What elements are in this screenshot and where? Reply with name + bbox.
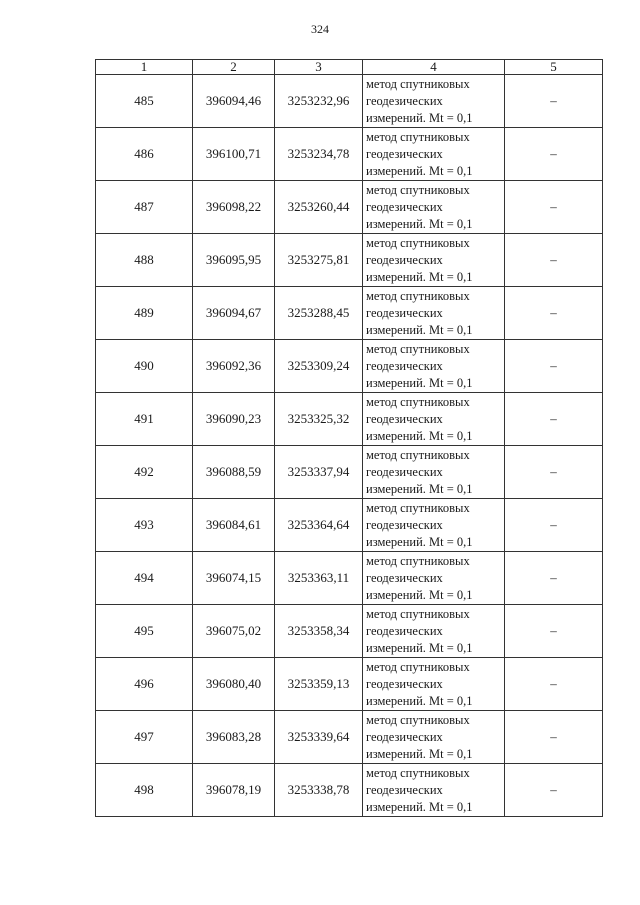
- method-line: метод спутниковых: [366, 712, 470, 727]
- x-coordinate-cell: 396094,46: [193, 75, 275, 128]
- x-coordinate-cell: 396080,40: [193, 658, 275, 711]
- y-coordinate-cell: 3253275,81: [275, 234, 363, 287]
- method-line: метод спутниковых: [366, 606, 470, 621]
- x-coordinate-cell: 396095,95: [193, 234, 275, 287]
- method-line: метод спутниковых: [366, 659, 470, 674]
- method-cell: [363, 287, 505, 340]
- table-row: [96, 393, 603, 446]
- note-cell: –: [505, 234, 603, 287]
- point-number-cell: 493: [96, 499, 193, 552]
- method-line: измерений. Mt = 0,1: [366, 110, 473, 125]
- y-coordinate-cell: 3253325,32: [275, 393, 363, 446]
- table-row: [96, 499, 603, 552]
- method-line: геодезических: [366, 782, 443, 797]
- column-header: 5: [505, 60, 603, 75]
- note-cell: –: [505, 446, 603, 499]
- method-cell: [363, 75, 505, 128]
- y-coordinate-cell: 3253288,45: [275, 287, 363, 340]
- point-number-cell: 494: [96, 552, 193, 605]
- method-line: метод спутниковых: [366, 129, 470, 144]
- note-cell: –: [505, 499, 603, 552]
- table-row: [96, 552, 603, 605]
- table-row: [96, 287, 603, 340]
- method-line: геодезических: [366, 252, 443, 267]
- method-line: метод спутниковых: [366, 500, 470, 515]
- coordinates-table: [95, 59, 603, 817]
- table-header-row: [96, 60, 603, 75]
- method-line: метод спутниковых: [366, 76, 470, 91]
- method-line: геодезических: [366, 729, 443, 744]
- method-line: геодезических: [366, 411, 443, 426]
- y-coordinate-cell: 3253338,78: [275, 764, 363, 817]
- method-line: геодезических: [366, 623, 443, 638]
- method-cell: [363, 499, 505, 552]
- note-cell: –: [505, 181, 603, 234]
- x-coordinate-cell: 396094,67: [193, 287, 275, 340]
- method-cell: [363, 234, 505, 287]
- method-line: метод спутниковых: [366, 341, 470, 356]
- method-line: геодезических: [366, 93, 443, 108]
- y-coordinate-cell: 3253358,34: [275, 605, 363, 658]
- table-row: [96, 605, 603, 658]
- note-cell: –: [505, 393, 603, 446]
- x-coordinate-cell: 396088,59: [193, 446, 275, 499]
- method-line: геодезических: [366, 464, 443, 479]
- point-number-cell: 492: [96, 446, 193, 499]
- point-number-cell: 486: [96, 128, 193, 181]
- y-coordinate-cell: 3253232,96: [275, 75, 363, 128]
- note-cell: –: [505, 605, 603, 658]
- method-line: геодезических: [366, 146, 443, 161]
- method-cell: [363, 764, 505, 817]
- table-row: [96, 764, 603, 817]
- x-coordinate-cell: 396084,61: [193, 499, 275, 552]
- method-cell: [363, 128, 505, 181]
- note-cell: –: [505, 658, 603, 711]
- point-number-cell: 495: [96, 605, 193, 658]
- method-cell: [363, 393, 505, 446]
- method-line: измерений. Mt = 0,1: [366, 163, 473, 178]
- method-line: геодезических: [366, 570, 443, 585]
- point-number-cell: 487: [96, 181, 193, 234]
- method-line: метод спутниковых: [366, 182, 470, 197]
- method-cell: [363, 552, 505, 605]
- method-line: метод спутниковых: [366, 765, 470, 780]
- method-line: геодезических: [366, 305, 443, 320]
- x-coordinate-cell: 396100,71: [193, 128, 275, 181]
- table-row: [96, 234, 603, 287]
- x-coordinate-cell: 396083,28: [193, 711, 275, 764]
- table-row: [96, 75, 603, 128]
- method-line: измерений. Mt = 0,1: [366, 269, 473, 284]
- method-line: геодезических: [366, 676, 443, 691]
- method-line: измерений. Mt = 0,1: [366, 640, 473, 655]
- y-coordinate-cell: 3253234,78: [275, 128, 363, 181]
- method-line: метод спутниковых: [366, 235, 470, 250]
- point-number-cell: 497: [96, 711, 193, 764]
- method-line: метод спутниковых: [366, 288, 470, 303]
- column-header: 4: [363, 60, 505, 75]
- method-line: измерений. Mt = 0,1: [366, 481, 473, 496]
- note-cell: –: [505, 340, 603, 393]
- point-number-cell: 496: [96, 658, 193, 711]
- table-row: [96, 181, 603, 234]
- y-coordinate-cell: 3253363,11: [275, 552, 363, 605]
- point-number-cell: 488: [96, 234, 193, 287]
- method-line: измерений. Mt = 0,1: [366, 587, 473, 602]
- x-coordinate-cell: 396098,22: [193, 181, 275, 234]
- table-row: [96, 711, 603, 764]
- note-cell: –: [505, 287, 603, 340]
- point-number-cell: 491: [96, 393, 193, 446]
- table-row: [96, 658, 603, 711]
- note-cell: –: [505, 711, 603, 764]
- table-row: [96, 340, 603, 393]
- method-line: метод спутниковых: [366, 553, 470, 568]
- method-line: измерений. Mt = 0,1: [366, 375, 473, 390]
- x-coordinate-cell: 396092,36: [193, 340, 275, 393]
- note-cell: –: [505, 75, 603, 128]
- note-cell: –: [505, 552, 603, 605]
- method-line: измерений. Mt = 0,1: [366, 746, 473, 761]
- method-cell: [363, 181, 505, 234]
- x-coordinate-cell: 396074,15: [193, 552, 275, 605]
- y-coordinate-cell: 3253309,24: [275, 340, 363, 393]
- method-cell: [363, 711, 505, 764]
- note-cell: –: [505, 764, 603, 817]
- note-cell: –: [505, 128, 603, 181]
- table-row: [96, 128, 603, 181]
- method-cell: [363, 605, 505, 658]
- point-number-cell: 498: [96, 764, 193, 817]
- y-coordinate-cell: 3253339,64: [275, 711, 363, 764]
- method-line: измерений. Mt = 0,1: [366, 322, 473, 337]
- method-line: измерений. Mt = 0,1: [366, 534, 473, 549]
- method-line: метод спутниковых: [366, 447, 470, 462]
- column-header: 1: [96, 60, 193, 75]
- point-number-cell: 490: [96, 340, 193, 393]
- method-line: геодезических: [366, 358, 443, 373]
- method-cell: [363, 446, 505, 499]
- y-coordinate-cell: 3253337,94: [275, 446, 363, 499]
- x-coordinate-cell: 396090,23: [193, 393, 275, 446]
- x-coordinate-cell: 396078,19: [193, 764, 275, 817]
- y-coordinate-cell: 3253359,13: [275, 658, 363, 711]
- method-line: измерений. Mt = 0,1: [366, 799, 473, 814]
- method-cell: [363, 658, 505, 711]
- method-line: метод спутниковых: [366, 394, 470, 409]
- method-line: геодезических: [366, 199, 443, 214]
- method-cell: [363, 340, 505, 393]
- point-number-cell: 485: [96, 75, 193, 128]
- method-line: измерений. Mt = 0,1: [366, 216, 473, 231]
- method-line: измерений. Mt = 0,1: [366, 693, 473, 708]
- method-line: измерений. Mt = 0,1: [366, 428, 473, 443]
- y-coordinate-cell: 3253260,44: [275, 181, 363, 234]
- point-number-cell: 489: [96, 287, 193, 340]
- column-header: 2: [193, 60, 275, 75]
- method-line: геодезических: [366, 517, 443, 532]
- column-header: 3: [275, 60, 363, 75]
- x-coordinate-cell: 396075,02: [193, 605, 275, 658]
- page-number: 324: [311, 22, 329, 36]
- table-row: [96, 446, 603, 499]
- y-coordinate-cell: 3253364,64: [275, 499, 363, 552]
